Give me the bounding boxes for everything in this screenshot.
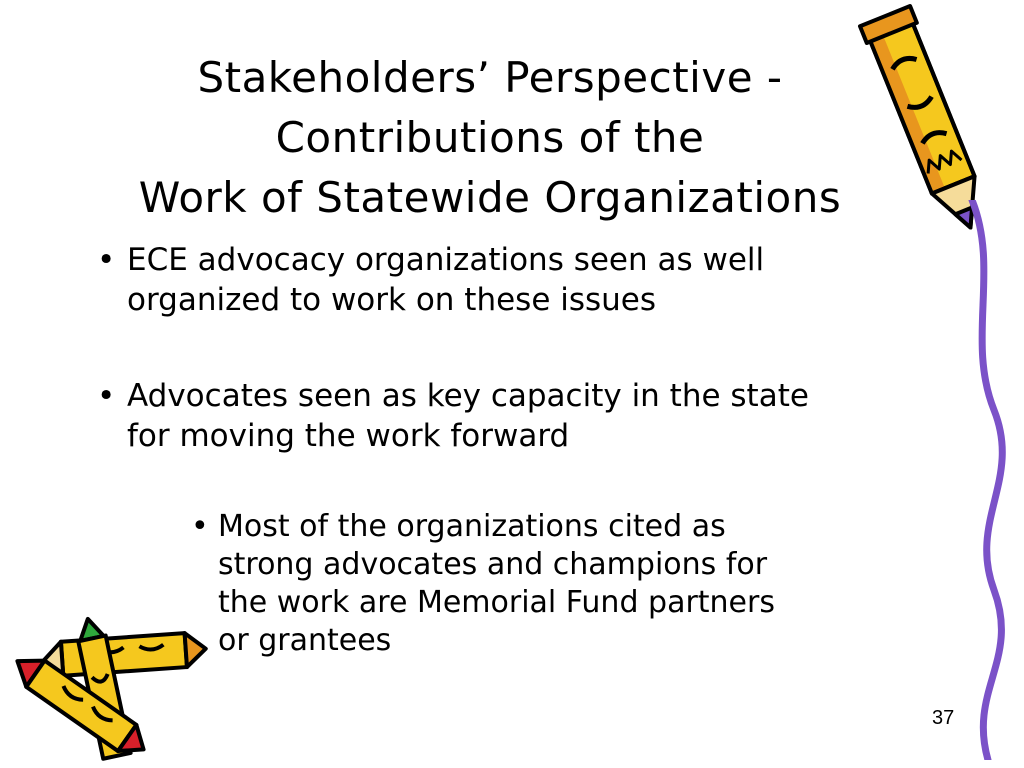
title-line-3: Work of Statewide Organizations <box>138 173 842 222</box>
sub-bullet-line-1: Most of the organizations cited as <box>218 509 726 544</box>
bullet-2-line-2: for moving the work forward <box>127 418 570 454</box>
sub-bullet-marker: • <box>191 509 209 544</box>
bullet-marker: • <box>97 378 116 414</box>
title-line-2: Contributions of the <box>275 113 705 162</box>
bullet-item-2 <box>97 376 809 456</box>
bullet-1-line-2: organized to work on these issues <box>127 282 657 318</box>
sub-bullet-item <box>191 508 775 660</box>
bullet-item-1 <box>97 240 765 320</box>
bullet-1-line-1: ECE advocacy organizations seen as well <box>127 242 765 278</box>
page-number: 37 <box>932 707 955 729</box>
crayons-clipart-icon <box>0 615 210 765</box>
title-line-1: Stakeholders’ Perspective - <box>197 53 783 102</box>
sub-bullet-line-4: or grantees <box>218 623 392 658</box>
purple-wave-icon <box>960 200 1024 760</box>
bullet-marker: • <box>97 242 116 278</box>
sub-bullet-line-2: strong advocates and champions for <box>218 547 768 582</box>
sub-bullet-line-3: the work are Memorial Fund partners <box>218 585 775 620</box>
slide-title <box>40 48 940 228</box>
bullet-2-line-1: Advocates seen as key capacity in the state <box>127 378 809 414</box>
